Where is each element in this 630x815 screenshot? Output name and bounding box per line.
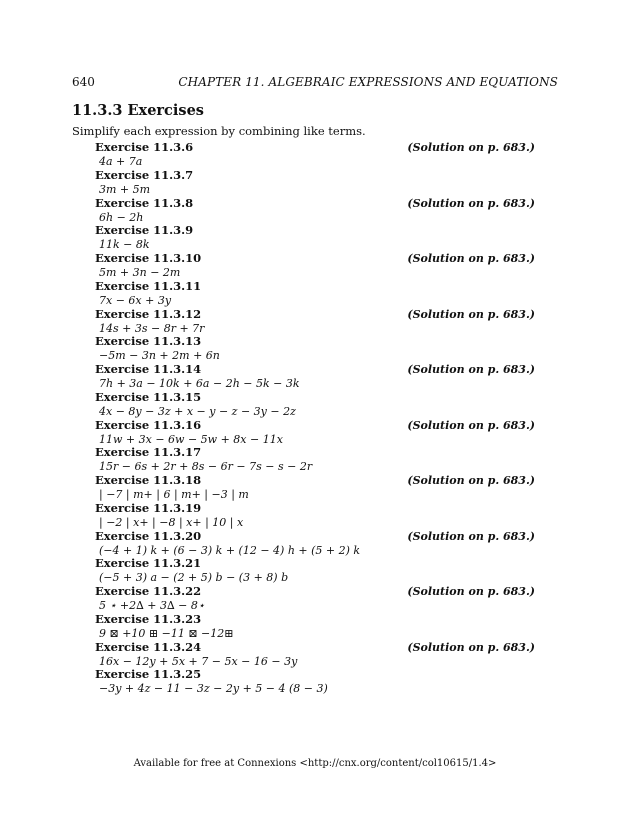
exercise-expression: 16x − 12y + 5x + 7 − 5x − 16 − 3y [99,654,298,668]
exercise-item [95,141,535,169]
exercise-list [95,141,535,696]
exercise-item [95,280,535,308]
exercise-item [95,502,535,530]
exercise-title: Exercise 11.3.20 [95,528,202,543]
exercise-title: Exercise 11.3.25 [95,667,202,682]
exercise-title: Exercise 11.3.22 [95,584,202,598]
solution-link[interactable]: (Solution on p. 683.) [407,252,535,265]
solution-link[interactable]: (Solution on p. 683.) [407,474,535,487]
exercise-item [95,308,535,336]
exercise-expression: 7h + 3a − 10k + 6a − 2h − 5k − 3k [99,377,300,390]
exercise-expression: 11k − 8k [99,238,150,252]
section-intro: Simplify each expression by combining like terms. [72,124,366,138]
exercise-expression: 6h − 2h [99,210,144,224]
exercise-expression: 7x − 6x + 3y [99,293,172,307]
exercise-expression: 4a + 7a [99,155,143,168]
exercise-title: Exercise 11.3.14 [95,362,202,376]
exercise-expression: (−4 + 1) k + (6 − 3) k + (12 − 4) h + (5 + 2) k [99,543,361,557]
exercise-item [95,613,535,641]
chapter-title: CHAPTER 11. ALGEBRAIC EXPRESSIONS AND EQUATIONS [178,75,558,89]
exercise-title: Exercise 11.3.24 [95,639,202,654]
exercise-expression: 3m + 5m [99,182,151,196]
solution-link[interactable]: (Solution on p. 683.) [407,307,535,321]
exercise-title: Exercise 11.3.7 [95,167,194,182]
solution-link[interactable]: (Solution on p. 683.) [407,418,535,432]
exercise-item [95,446,535,474]
exercise-item [95,668,535,696]
exercise-item [95,641,535,669]
exercise-expression: 5m + 3n − 2m [99,266,181,279]
exercise-expression: 14s + 3s − 8r + 7r [99,321,205,335]
exercise-item [95,363,535,391]
exercise-item [95,530,535,558]
exercise-item [95,391,535,419]
exercise-title: Exercise 11.3.13 [95,334,202,349]
exercise-expression: −3y + 4z − 11 − 3z − 2y + 5 − 4 (8 − 3) [99,682,328,696]
exercise-title: Exercise 11.3.15 [95,389,202,404]
exercise-item [95,419,535,447]
exercise-expression: 4x − 8y − 3z + x − y − z − 3y − 2z [99,404,296,418]
solution-link[interactable]: (Solution on p. 683.) [407,529,535,543]
exercise-title: Exercise 11.3.8 [95,195,194,210]
exercise-title: Exercise 11.3.19 [95,500,202,515]
solution-link[interactable]: (Solution on p. 683.) [407,141,535,154]
exercise-item [95,224,535,252]
exercise-expression: 15r − 6s + 2r + 8s − 6r − 7s − s − 2r [99,460,313,474]
exercise-item [95,197,535,225]
exercise-title: Exercise 11.3.12 [95,306,202,321]
exercise-item [95,474,535,502]
exercise-expression: (−5 + 3) a − (2 + 5) b − (3 + 8) b [99,571,289,585]
exercise-title: Exercise 11.3.18 [95,473,202,487]
exercise-expression: 9 ⊠ +10 ⊞ −11 ⊠ −12⊞ [99,626,234,640]
solution-link[interactable]: (Solution on p. 683.) [407,363,535,376]
section-title: 11.3.3 Exercises [72,102,204,119]
exercise-title: Exercise 11.3.10 [95,251,202,265]
exercise-item [95,557,535,585]
exercise-title: Exercise 11.3.9 [95,223,194,238]
exercise-item [95,585,535,613]
exercise-title: Exercise 11.3.17 [95,445,202,460]
exercise-title: Exercise 11.3.23 [95,611,202,626]
exercise-title: Exercise 11.3.16 [95,417,202,432]
page-footer[interactable]: Available for free at Connexions <http://cnx.org/content/col10615/1.4> [133,758,497,769]
exercise-expression: | −2 | x+ | −8 | x+ | 10 | x [99,515,244,529]
solution-link[interactable]: (Solution on p. 683.) [407,196,535,210]
exercise-expression: 5 ⋆ +2∆ + 3∆ − 8⋆ [99,599,205,612]
solution-link[interactable]: (Solution on p. 683.) [407,585,535,598]
exercise-expression: | −7 | m+ | 6 | m+ | −3 | m [99,488,249,501]
page-number: 640 [72,75,95,89]
solution-link[interactable]: (Solution on p. 683.) [407,640,535,654]
exercise-item [95,335,535,363]
exercise-expression: −5m − 3n + 2m + 6n [99,349,220,363]
exercise-expression: 11w + 3x − 6w − 5w + 8x − 11x [99,432,283,446]
exercise-title: Exercise 11.3.11 [95,278,202,293]
exercise-title: Exercise 11.3.6 [95,140,194,154]
exercise-item [95,252,535,280]
exercise-title: Exercise 11.3.21 [95,556,202,571]
exercise-item [95,169,535,197]
